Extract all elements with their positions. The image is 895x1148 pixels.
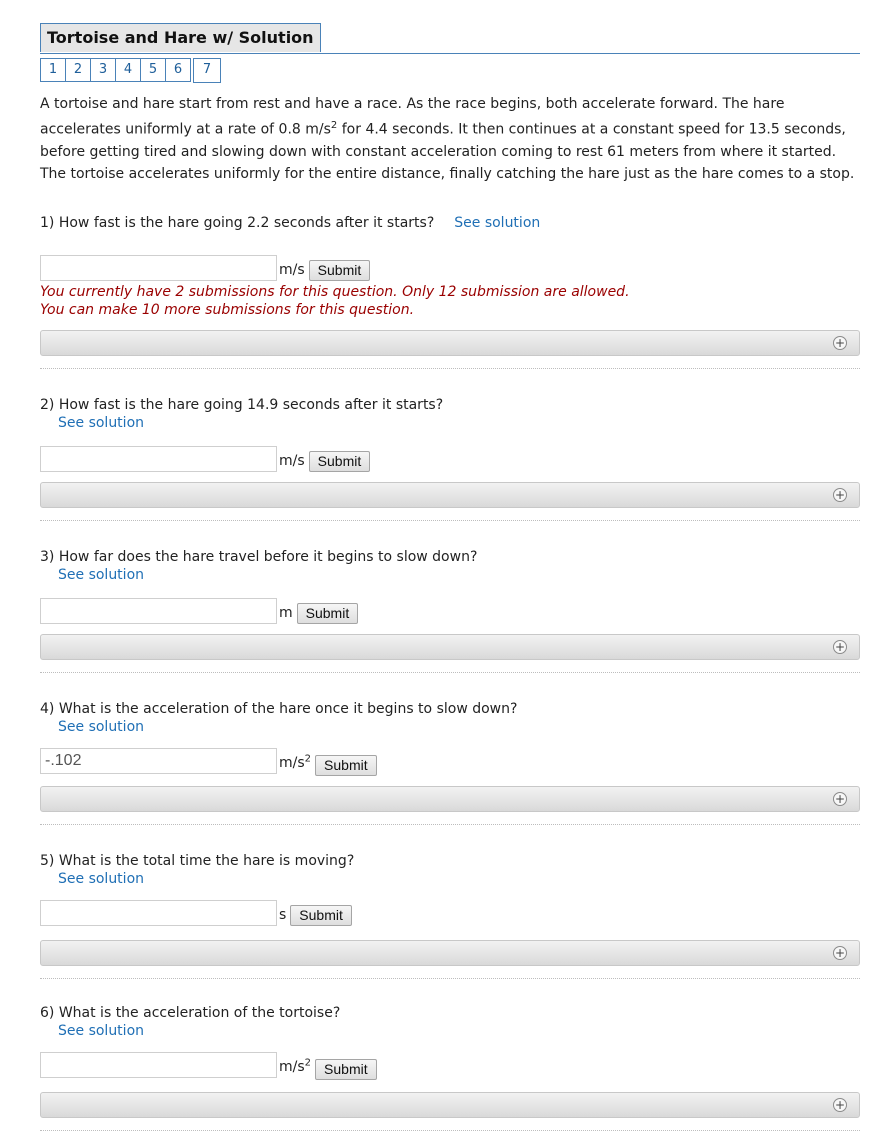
solution-accordion-2[interactable]: [40, 482, 860, 508]
question-divider: [40, 520, 860, 521]
unit-label-3: [279, 598, 293, 628]
see-solution-link-2[interactable]: See solution: [58, 415, 145, 431]
answer-row-6: [40, 1052, 377, 1080]
page-link-2[interactable]: 2: [65, 58, 91, 82]
problem-text-superscript: 2: [330, 120, 338, 131]
question-1-label: 1) How fast is the hare going 2.2 seconds after it starts?: [40, 215, 435, 231]
page-link-3[interactable]: 3: [90, 58, 116, 82]
problem-text-part1: A tortoise and hare start from rest and have a race. As the race begins, both accelerate forward. The hare accelerates uniformly at a rate of 0.8 m/s: [40, 96, 785, 138]
question-5-text: 5) What is the total time the hare is moving?: [40, 853, 355, 869]
unit-text-4: m/s: [279, 755, 305, 771]
title-bar: [40, 23, 860, 54]
question-4-text: 4) What is the acceleration of the hare once it begins to slow down?: [40, 701, 518, 717]
plus-circle-icon[interactable]: +: [834, 336, 846, 350]
plus-circle-icon[interactable]: +: [834, 1098, 846, 1112]
page-link-7[interactable]: 7: [193, 58, 221, 83]
unit-superscript-6: 2: [304, 1057, 312, 1069]
unit-text-1: m/s: [279, 262, 305, 278]
question-2: [40, 396, 860, 526]
answer-input-3[interactable]: [40, 598, 277, 624]
unit-label-5: [279, 900, 286, 930]
answer-input-6[interactable]: [40, 1052, 277, 1078]
submission-warning-1: You currently have 2 submissions for this question. Only 12 submission are allowed.: [40, 284, 630, 300]
question-6-text: 6) What is the acceleration of the tortoise?: [40, 1005, 341, 1021]
unit-text-2: m/s: [279, 453, 305, 469]
plus-circle-icon[interactable]: +: [834, 640, 846, 654]
solution-accordion-6[interactable]: [40, 1092, 860, 1118]
unit-text-6: m/s: [279, 1059, 305, 1075]
see-solution-link-1[interactable]: See solution: [454, 215, 541, 231]
see-solution-link-4[interactable]: See solution: [58, 719, 145, 735]
unit-superscript-4: 2: [304, 753, 312, 765]
plus-circle-icon[interactable]: +: [834, 946, 846, 960]
submit-button-3[interactable]: Submit: [297, 603, 359, 624]
unit-label-6: [279, 1052, 311, 1082]
see-solution-link-5[interactable]: See solution: [58, 871, 145, 887]
answer-input-5[interactable]: [40, 900, 277, 926]
submit-button-2[interactable]: Submit: [309, 451, 371, 472]
unit-label-4: [279, 748, 311, 778]
plus-circle-icon[interactable]: +: [834, 792, 846, 806]
unit-text-3: m: [279, 605, 293, 621]
question-3-text: 3) How far does the hare travel before it begins to slow down?: [40, 549, 478, 565]
question-5: [40, 852, 860, 982]
page-link-5[interactable]: 5: [140, 58, 166, 82]
question-divider: [40, 824, 860, 825]
solution-accordion-1[interactable]: [40, 330, 860, 356]
page-title: Tortoise and Hare w/ Solution: [40, 23, 321, 52]
submit-button-4[interactable]: Submit: [315, 755, 377, 776]
question-divider: [40, 368, 860, 369]
see-solution-link-3[interactable]: See solution: [58, 567, 145, 583]
question-divider: [40, 672, 860, 673]
answer-row-4: [40, 748, 377, 776]
problem-statement: [40, 93, 860, 185]
answer-row-1: [40, 255, 370, 283]
question-2-text: 2) How fast is the hare going 14.9 seconds after it starts?: [40, 397, 444, 413]
answer-row-2: [40, 446, 370, 474]
question-3: [40, 548, 860, 678]
page-link-4[interactable]: 4: [115, 58, 141, 82]
page-navigation: [40, 58, 220, 83]
question-6: [40, 1004, 860, 1144]
answer-input-2[interactable]: [40, 446, 277, 472]
question-1-text: [40, 214, 860, 232]
problem-text-part2: for 4.4 seconds. It then continues at a constant speed for 13.5 seconds, before getting tired and slowing down with constant acceleration coming to rest 61 meters from where it started. The tortoise accelerates uniformly for the entire distance, finally catching the hare just as the hare comes to a stop.: [40, 121, 855, 182]
page-link-1[interactable]: 1: [40, 58, 66, 82]
page-link-6[interactable]: 6: [165, 58, 191, 82]
answer-row-5: [40, 900, 352, 928]
answer-input-4[interactable]: [40, 748, 277, 774]
unit-label-2: [279, 446, 305, 476]
see-solution-link-6[interactable]: See solution: [58, 1023, 145, 1039]
question-4: [40, 700, 860, 830]
unit-text-5: s: [279, 907, 287, 923]
submission-remaining-1: You can make 10 more submissions for this question.: [40, 302, 415, 318]
solution-accordion-4[interactable]: [40, 786, 860, 812]
submit-button-6[interactable]: Submit: [315, 1059, 377, 1080]
plus-circle-icon[interactable]: +: [834, 488, 846, 502]
solution-accordion-5[interactable]: [40, 940, 860, 966]
answer-row-3: [40, 598, 358, 626]
question-divider: [40, 978, 860, 979]
question-divider: [40, 1130, 860, 1131]
solution-accordion-3[interactable]: [40, 634, 860, 660]
submit-button-1[interactable]: Submit: [309, 260, 371, 281]
submit-button-5[interactable]: Submit: [290, 905, 352, 926]
question-1: [40, 214, 860, 374]
answer-input-1[interactable]: [40, 255, 277, 281]
unit-label-1: [279, 255, 305, 285]
